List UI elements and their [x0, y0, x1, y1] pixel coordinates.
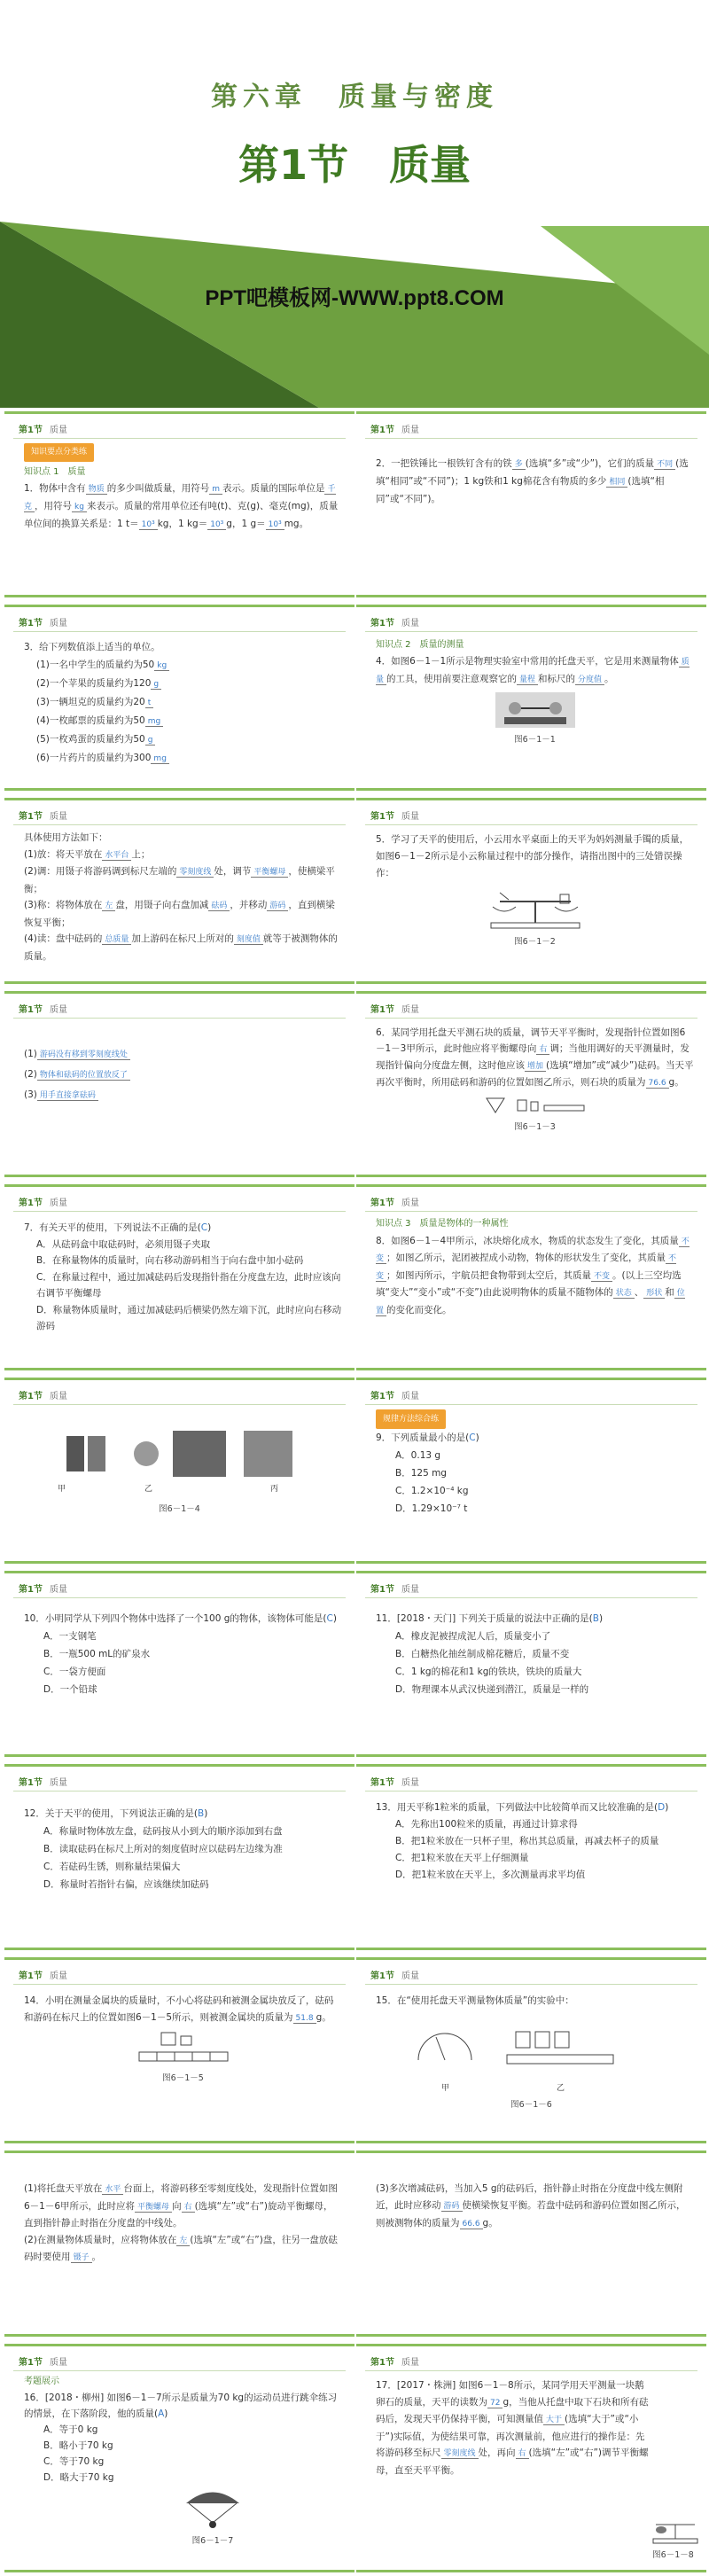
option: D．略大于70 kg	[43, 2472, 114, 2483]
option: A．从砝码盒中取砝码时，必须用镊子夹取	[36, 1238, 211, 1250]
option: C．等于70 kg	[43, 2456, 105, 2467]
watermark-text: PPT吧模板网-WWW.ppt8.COM	[205, 286, 504, 310]
answer-2: (2) 物体和砝码的位置放反了	[24, 1065, 342, 1085]
slide-header: 第1节 质量	[370, 2358, 419, 2368]
slide-header: 第1节 质量	[370, 1392, 419, 1401]
label-yi: 乙	[557, 2084, 565, 2093]
option: B．读取砝码在标尺上所对的刻度值时应以砝码左边缘为准	[43, 1844, 283, 1854]
slide-header: 第1节 质量	[19, 1971, 67, 1981]
slide-header: 第1节 质量	[19, 1585, 67, 1595]
slide-header: 第1节 质量	[19, 425, 67, 435]
question-13: 13．用天平称1粒米的质量，下列做法中比较简单而又比较准确的是(D)	[376, 1802, 669, 1813]
weights-scale-figure	[482, 1095, 588, 1116]
figure-caption: 图6－1－5	[162, 2073, 204, 2083]
figure-caption: 图6－1－1	[514, 735, 556, 745]
knowledge-point: 考题展示	[24, 2377, 59, 2386]
question-5: 5．学习了天平的使用后，小云用水平桌面上的天平为妈妈测量手镯的质量，如图6－1－2所示是小云称量过程中的部分操作，请指出图中的三处错误操作：	[376, 834, 690, 878]
option: B．125 mg	[395, 1468, 447, 1479]
list-item: (4)一枚邮票的质量约为50 mg	[24, 712, 342, 730]
section-title: 第1节 质量	[238, 141, 471, 189]
slide-6	[356, 798, 706, 984]
option: B．略小于70 kg	[43, 2440, 113, 2451]
figure-caption: 图6－1－6	[510, 2100, 552, 2110]
cover-decoration	[0, 0, 709, 408]
parachute-figure	[182, 2486, 244, 2530]
section-tag: 知识要点分类练	[24, 443, 94, 462]
slide-header: 第1节 质量	[19, 812, 67, 822]
slide-22	[356, 2344, 706, 2572]
slide-13	[4, 1571, 354, 1757]
question-15-part-2: (2)在测量物体质量时，应将物体放在 左 (选填“左”或“右”)盘，往另一盘放砝码时要使用 镊子 。	[24, 2234, 338, 2262]
question-16: 16．[2018・柳州] 如图6－1－7所示是质量为70 kg的运动员进行跳伞练习的情景，在下落阶段，他的质量(A)	[24, 2393, 338, 2419]
slide-21	[4, 2344, 354, 2572]
question-15-part-3: (3)多次增减砝码，当加入5 g的砝码后，指针静止时指在分度盘中线左侧附近，此时应移动 游码 使横梁恢复平衡。若盘中砝码和游码位置如图乙所示，则被测物体的质量为 66.6 g。	[376, 2183, 686, 2229]
slide-12	[356, 1378, 706, 1564]
option: A．一支钢笔	[43, 1631, 97, 1642]
question-2: 2．一把铁锤比一根铁钉含有的铁 多 (选填“多”或“少”)，它们的质量 不同 (选填“相同”或“不同”)；1 kg铁和1 kg棉花含有物质的多少 相同 (选填“相同”或“不同”)。	[376, 458, 689, 504]
slide-header: 第1节 质量	[19, 2358, 67, 2368]
option: A．0.13 g	[395, 1450, 441, 1461]
option: D．称量时若指针右偏，应该继续加砝码	[43, 1879, 209, 1890]
step-1: (1)放：将天平放在 水平台 上；	[24, 848, 151, 860]
chapter-title: 第六章 质量与密度	[211, 82, 498, 113]
slide-header: 第1节 质量	[19, 619, 67, 628]
knowledge-point: 知识点 1 质量	[24, 467, 86, 477]
question-10: 10．小明同学从下列四个物体中选择了一个100 g的物体，该物体可能是(C)	[24, 1613, 337, 1624]
slide-10	[356, 1184, 706, 1370]
balance-diagram-figure	[473, 886, 597, 930]
option: C．1.2×10⁻⁴ kg	[395, 1486, 469, 1496]
option: A．先称出100粒米的质量，再通过计算求得	[395, 1819, 578, 1830]
slide-1	[4, 411, 354, 597]
question-17: 17．[2017・株洲] 如图6－1－8所示，某同学用天平测量一块鹅卵石的质量，天平的读数为 72 g，当他从托盘中取下石块和所有砝码后，发现天平仍保持平衡，可知测量值 大于 (选填“大于”或“小于”)实际值，为使结果可靠，再次测量前，他应进行的操作是：先将游码移至标尺 零刻度线 处，再向 右 (选填“左”或“右”)调节平衡螺母，直至天平平衡。	[376, 2380, 649, 2476]
slide-header: 第1节 质量	[370, 1778, 419, 1788]
question-12: 12．关于天平的使用，下列说法正确的是(B)	[24, 1808, 208, 1819]
figure-caption: 图6－1－3	[514, 1122, 556, 1132]
question-6: 6．某同学用托盘天平测石块的质量，调节天平平衡时，发现指针位置如图6－1－3甲所示，此时他应将平衡螺母向 右 调；当他用调好的天平测量时，发现指针偏向分度盘左侧，这时他应该 增加 (选填“增加”或“减少”)砝码。当天平再次平衡时，所用砝码和游码的位置如图乙所示，则石块的质量为 76.6 g。	[376, 1027, 694, 1088]
slide-header: 第1节 质量	[370, 619, 419, 628]
question-15-part-1: (1)将托盘天平放在 水平 台面上，将游码移至零刻度线处，发现指针位置如图6－1－6甲所示，此时应将 平衡螺母 向 右 (选填“左”或“右”)旋动平衡螺母，直到指针静止时指在分度盘的中线处。	[24, 2183, 338, 2229]
option: C．若砝码生锈，则称量结果偏大	[43, 1862, 181, 1872]
slide-18	[356, 1957, 706, 2143]
slide-5	[4, 798, 354, 984]
slide-8	[356, 991, 706, 1177]
option: B．白糖热化抽丝制成棉花糖后，质量不变	[395, 1649, 570, 1659]
figure-caption: 图6－1－2	[514, 937, 556, 947]
slide-header: 第1节 质量	[19, 1778, 67, 1788]
list-item: (3)一辆坦克的质量约为20 t	[24, 693, 342, 712]
slide-15	[4, 1764, 354, 1950]
question-14: 14．小明在测量金属块的质量时，不小心将砝码和被测金属块放反了，砝码和游码在标尺上的位置如图6－1－5所示，则被测金属块的质量为 51.8 g。	[24, 1995, 334, 2023]
option: B．在称量物体的质量时，向右移动游码相当于向右盘中加小砝码	[36, 1255, 304, 1266]
slide-20	[356, 2151, 706, 2337]
label-jia: 甲	[58, 1485, 66, 1494]
question-9: 9．下列质量最小的是(C)	[376, 1432, 479, 1443]
slide-header: 第1节 质量	[19, 1005, 67, 1015]
option: A．称量时物体放左盘，砝码按从小到大的顺序添加到右盘	[43, 1826, 283, 1837]
step-2: (2)调：用镊子将游码调到标尺左端的 零刻度线 处，调节 平衡螺母 ，使横梁平衡；	[24, 866, 335, 894]
pointer-weights-figure	[409, 2025, 640, 2078]
answer-1: (1) 游码没有移到零刻度线处	[24, 1044, 342, 1065]
label-bing: 丙	[270, 1485, 279, 1494]
option: D．把1粒米放在天平上，多次测量再求平均值	[395, 1870, 586, 1880]
option: A．等于0 kg	[43, 2424, 98, 2435]
option: B．一瓶500 mL的矿泉水	[43, 1649, 151, 1659]
question-8: 8．如图6－1－4甲所示，冰块熔化成水，物质的状态发生了变化，其质量 不变 ；如图乙所示，泥团被捏成小动物，物体的形状发生了变化，其质量 不变 ；如图丙所示，宇航员把食物带到太空后，其质量 不变 。(以上三空均选填“变大”“变小”或“不变”)由此说明物体的质量不随物体的 状态 、 形状 和 位置 的变化而变化。	[376, 1235, 690, 1315]
slide-2	[356, 411, 706, 597]
option: B．把1粒米放在一只杯子里，称出其总质量，再减去杯子的质量	[395, 1836, 659, 1846]
option: D．1.29×10⁻⁷ t	[395, 1503, 468, 1514]
option: D．物理课本从武汉快递到潜江，质量是一样的	[395, 1684, 589, 1695]
step-3: (3)称：将物体放在 左 盘，用镊子向右盘加减 砝码 ，并移动 游码 ，直到横梁恢复平衡；	[24, 900, 335, 928]
slide-9	[4, 1184, 354, 1370]
label-yi: 乙	[144, 1485, 153, 1494]
option: C．把1粒米放在天平上仔细测量	[395, 1853, 529, 1863]
slide-16	[356, 1764, 706, 1950]
question-1: 1．物体中含有 物质 的多少叫做质量，用符号 m 表示。质量的国际单位是 千克 ，用符号 kg 来表示。质量的常用单位还有吨(t)、克(g)、毫克(mg)，质量单位间的换算关系是：1 t＝ 10³ kg，1 kg＝ 10³ g，1 g＝ 10³ mg。	[24, 483, 339, 529]
balance-stone-figure	[649, 2517, 702, 2544]
question-7: 7．有关天平的使用，下列说法不正确的是(C)	[24, 1222, 212, 1233]
option: C．在称量过程中，通过加减砝码后发现指针指在分度盘左边，此时应该向右调节平衡螺母	[36, 1271, 341, 1299]
section-tag: 规律方法综合练	[376, 1409, 446, 1429]
slide-header: 第1节 质量	[370, 1971, 419, 1981]
slide-11	[4, 1378, 354, 1564]
method-intro: 具体使用方法如下：	[24, 832, 108, 843]
slide-19	[4, 2151, 354, 2337]
slide-4	[356, 605, 706, 791]
slide-3	[4, 605, 354, 791]
label-jia: 甲	[441, 2084, 450, 2093]
list-item: (6)一片药片的质量约为300 mg	[24, 749, 342, 768]
slide-header: 第1节 质量	[370, 1005, 419, 1015]
slide-header: 第1节 质量	[19, 1392, 67, 1401]
option: A．橡皮泥被捏成泥人后，质量变小了	[395, 1631, 551, 1642]
option: D．一个铅球	[43, 1684, 97, 1695]
option: D．称量物体质量时，通过加减砝码后横梁仍然左端下沉，此时应向右移动游码	[36, 1304, 342, 1331]
state-change-figure	[66, 1427, 297, 1480]
list-item: (1)一名中学生的质量约为50 kg	[24, 656, 342, 675]
weights-ruler-figure	[135, 2031, 232, 2066]
question-15: 15．在“使用托盘天平测量物体质量”的实验中：	[376, 1995, 574, 2006]
slide-header: 第1节 质量	[370, 425, 419, 435]
question-3: 3．给下列数值添上适当的单位。	[24, 642, 160, 652]
list-item: (5)一枚鸡蛋的质量约为50 g	[24, 730, 342, 749]
cover-slide	[0, 0, 709, 408]
slide-14	[356, 1571, 706, 1757]
option: C．1 kg的棉花和1 kg的铁块，铁块的质量大	[395, 1667, 582, 1677]
option: C．一袋方便面	[43, 1667, 106, 1677]
figure-caption: 图6－1－8	[652, 2550, 694, 2560]
slide-17	[4, 1957, 354, 2143]
figure-caption: 图6－1－7	[191, 2536, 234, 2546]
knowledge-point: 知识点 3 质量是物体的一种属性	[376, 1219, 509, 1229]
list-item: (2)一个苹果的质量约为120 g	[24, 675, 342, 693]
slide-header: 第1节 质量	[370, 1198, 419, 1208]
question-4: 4．如图6－1－1所示是物理实验室中常用的托盘天平，它是用来测量物体 质量 的工具，使用前要注意观察它的 量程 和标尺的 分度值 。	[376, 656, 690, 684]
slide-7	[4, 991, 354, 1177]
knowledge-point: 知识点 2 质量的测量	[376, 640, 464, 650]
step-4: (4)读：盘中砝码的 总质量 加上游码在标尺上所对的 刻度值 就等于被测物体的质量。	[24, 933, 338, 962]
answer-3: (3) 用手直接拿砝码	[24, 1085, 342, 1105]
slide-header: 第1节 质量	[19, 1198, 67, 1208]
figure-caption: 图6－1－4	[159, 1504, 200, 1514]
question-11: 11．[2018・天门] 下列关于质量的说法中正确的是(B)	[376, 1613, 604, 1624]
slide-header: 第1节 质量	[370, 812, 419, 822]
slide-header: 第1节 质量	[370, 1585, 419, 1595]
balance-photo-figure	[495, 692, 575, 728]
